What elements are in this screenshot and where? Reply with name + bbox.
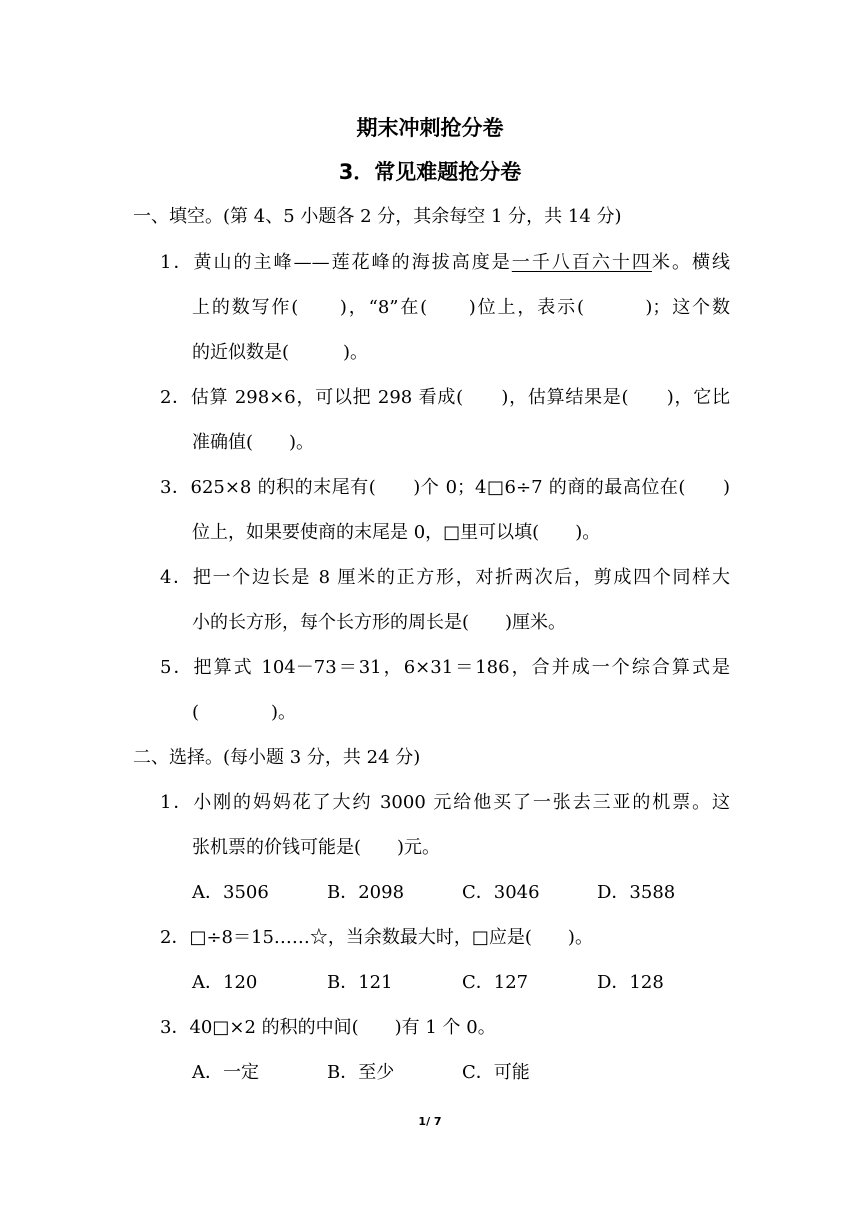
s2-q3-line1: 3．40□×2 的积的中间( )有 1 个 0。 (160, 1017, 496, 1038)
section1-heading: 一、填空。(第 4、5 小题各 2 分，其余每空 1 分，共 14 分) (133, 206, 622, 227)
s2-q1-option-c: C．3046 (462, 882, 540, 903)
s2-q2-option-c: C．127 (462, 972, 529, 993)
s1-q4-line2: 小的长方形，每个长方形的周长是( )厘米。 (192, 612, 567, 633)
s2-q3-option-a: A．一定 (192, 1062, 259, 1083)
section2-heading: 二、选择。(每小题 3 分，共 24 分) (133, 747, 421, 768)
s2-q1-option-d: D．3588 (597, 882, 676, 903)
s1-q4-line1: 4．把一个边长是 8 厘米的正方形，对折两次后，剪成四个同样大 (160, 567, 730, 588)
s2-q2-line1: 2．□÷8＝15……☆，当余数最大时，□应是( )。 (160, 927, 593, 948)
s1-q1-line3: 的近似数是( )。 (192, 342, 369, 363)
s2-q2-option-b: B．121 (327, 972, 393, 993)
s1-q3-line2: 位上，如果要使商的末尾是 0，□里可以填( )。 (192, 522, 601, 543)
page-subtitle: 3．常见难题抢分卷 (338, 160, 522, 184)
s2-q1-option-b: B．2098 (327, 882, 405, 903)
page-title: 期末冲刺抢分卷 (356, 116, 504, 140)
s1-q1-post: 米。横线 (651, 252, 731, 273)
page-number: 1/ 7 (418, 1115, 442, 1128)
s1-q3-line1: 3．625×8 的积的末尾有( )个 0；4□6÷7 的商的最高位在( ) (160, 477, 730, 498)
s1-q2-line1: 2．估算 298×6，可以把 298 看成( )，估算结果是( )，它比 (160, 387, 730, 408)
s2-q3-option-b: B．至少 (327, 1062, 395, 1083)
s1-q5-line2: ( )。 (192, 702, 297, 723)
s1-q1-line2: 上的数写作( )，“8”在( )位上，表示( )；这个数 (192, 297, 730, 318)
s2-q1-line1: 1．小刚的妈妈花了大约 3000 元给他买了一张去三亚的机票。这 (160, 792, 730, 813)
s1-q1-line1 (160, 250, 730, 276)
s1-q1-pre: 1．黄山的主峰——莲花峰的海拔高度是 (160, 252, 512, 273)
s2-q2-option-a: A．120 (192, 972, 258, 993)
s2-q1-line2: 张机票的价钱可能是( )元。 (192, 837, 441, 858)
s1-q2-line2: 准确值( )。 (192, 432, 315, 453)
s1-q5-line1: 5．把算式 104－73＝31，6×31＝186，合并成一个综合算式是 (160, 657, 730, 678)
s1-q1-underlined: 一千八百六十四 (511, 252, 652, 273)
s2-q2-option-d: D．128 (597, 972, 664, 993)
s2-q3-option-c: C．可能 (462, 1062, 530, 1083)
s2-q1-option-a: A．3506 (192, 882, 269, 903)
